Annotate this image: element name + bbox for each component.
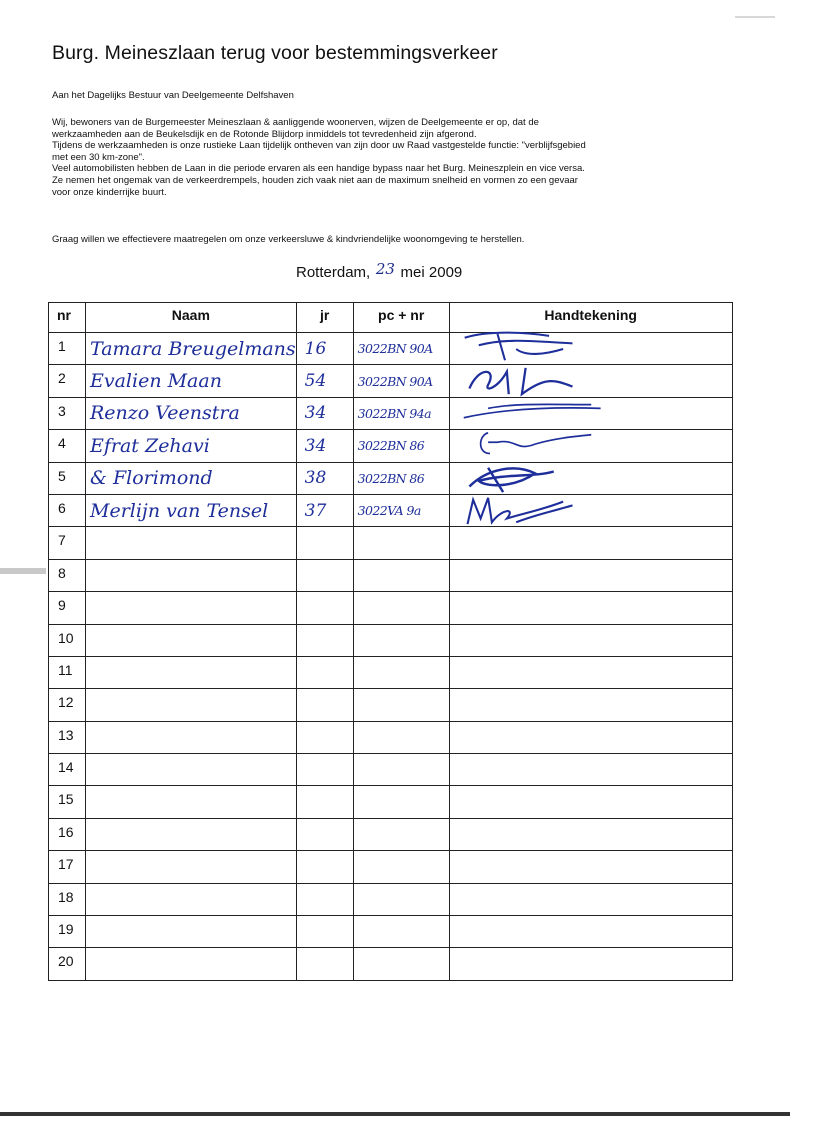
- row-name: [86, 559, 297, 591]
- table-row: [49, 559, 733, 591]
- row-postcode: [353, 559, 449, 591]
- table-row: [49, 656, 733, 688]
- row-signature: [449, 624, 732, 656]
- row-postcode: [353, 592, 449, 624]
- table-row: [49, 786, 733, 818]
- header-naam: Naam: [86, 303, 297, 333]
- row-number: 4: [49, 430, 86, 462]
- row-postcode: [353, 883, 449, 915]
- table-row: [49, 916, 733, 948]
- body-line: Veel automobilisten hebben de Laan in die periode ervaren als een handige bypass naar het Burg. Meineszplein en vice versa.: [52, 163, 585, 175]
- row-name: [86, 754, 297, 786]
- row-name: [86, 948, 297, 980]
- date-month-year: mei 2009: [400, 264, 463, 281]
- page-edge: [0, 1112, 790, 1116]
- table-row: [49, 754, 733, 786]
- row-number: 11: [49, 656, 86, 688]
- row-signature: [449, 883, 732, 915]
- table-row: [49, 818, 733, 850]
- row-postcode: [353, 689, 449, 721]
- row-number: 9: [49, 592, 86, 624]
- row-postcode: 3022BN 86: [353, 430, 449, 462]
- row-age: [296, 592, 353, 624]
- table-row: [49, 851, 733, 883]
- body-line: met een 30 km-zone".: [52, 151, 145, 163]
- row-signature: [449, 818, 732, 850]
- date-line: [296, 260, 463, 281]
- row-age: [296, 656, 353, 688]
- table-row: [49, 689, 733, 721]
- row-signature: [449, 948, 732, 980]
- row-postcode: [353, 916, 449, 948]
- table-row: [49, 883, 733, 915]
- row-number: 1: [49, 333, 86, 365]
- header-nr: nr: [49, 303, 86, 333]
- row-postcode: 3022BN 90A: [353, 365, 449, 397]
- header-jr: jr: [296, 303, 353, 333]
- row-postcode: 3022BN 86: [353, 462, 449, 494]
- row-signature: [449, 592, 732, 624]
- table-row: [49, 592, 733, 624]
- row-number: 14: [49, 754, 86, 786]
- row-number: 15: [49, 786, 86, 818]
- table-row: [49, 624, 733, 656]
- row-postcode: [353, 527, 449, 559]
- row-postcode: [353, 721, 449, 753]
- row-age: [296, 883, 353, 915]
- row-age: 38: [296, 462, 353, 494]
- row-signature: [449, 689, 732, 721]
- row-name: Tamara Breugelmans: [86, 333, 297, 365]
- row-age: 54: [296, 365, 353, 397]
- row-name: [86, 721, 297, 753]
- row-name: [86, 592, 297, 624]
- row-signature: [449, 656, 732, 688]
- row-postcode: [353, 948, 449, 980]
- row-number: 16: [49, 818, 86, 850]
- closing-line: Graag willen we effectievere maatregelen om onze verkeersluwe & kindvriendelijke woonomgeving te herstellen.: [52, 234, 525, 245]
- header-pc: pc + nr: [353, 303, 449, 333]
- row-name: Merlijn van Tensel: [86, 494, 297, 526]
- row-number: 3: [49, 397, 86, 429]
- row-age: 34: [296, 430, 353, 462]
- row-signature: [449, 916, 732, 948]
- date-place: Rotterdam,: [296, 264, 371, 281]
- table-row: [49, 527, 733, 559]
- row-name: [86, 916, 297, 948]
- table-header-row: [49, 303, 733, 333]
- row-postcode: 3022VA 9a: [353, 494, 449, 526]
- row-signature: [449, 851, 732, 883]
- row-number: 6: [49, 494, 86, 526]
- row-signature: [449, 786, 732, 818]
- date-day-handwritten: 23: [375, 260, 395, 278]
- row-postcode: [353, 656, 449, 688]
- row-signature: [449, 559, 732, 591]
- recipient-line: Aan het Dagelijks Bestuur van Deelgemeente Delfshaven: [52, 90, 294, 101]
- row-postcode: [353, 818, 449, 850]
- row-number: 20: [49, 948, 86, 980]
- row-name: [86, 883, 297, 915]
- signature-table: [48, 302, 733, 981]
- row-name: Efrat Zehavi: [86, 430, 297, 462]
- scan-mark-top-right: [735, 16, 775, 18]
- row-number: 18: [49, 883, 86, 915]
- row-signature: [449, 494, 732, 526]
- petition-body: [52, 117, 672, 198]
- row-name: & Florimond: [86, 462, 297, 494]
- row-number: 17: [49, 851, 86, 883]
- table-row: [49, 462, 733, 494]
- table-row: [49, 365, 733, 397]
- body-line: Tijdens de werkzaamheden is onze rustieke Laan tijdelijk ontheven van zijn door uw Raad vastgestelde functie: "verblijfsgebied: [52, 140, 586, 152]
- table-row: [49, 430, 733, 462]
- row-age: [296, 721, 353, 753]
- row-age: [296, 624, 353, 656]
- row-signature: [449, 721, 732, 753]
- row-number: 19: [49, 916, 86, 948]
- row-number: 13: [49, 721, 86, 753]
- row-name: [86, 786, 297, 818]
- row-age: [296, 818, 353, 850]
- row-age: [296, 754, 353, 786]
- row-age: [296, 559, 353, 591]
- row-name: [86, 527, 297, 559]
- row-number: 2: [49, 365, 86, 397]
- row-signature: [449, 754, 732, 786]
- row-number: 10: [49, 624, 86, 656]
- row-number: 7: [49, 527, 86, 559]
- row-age: 16: [296, 333, 353, 365]
- table-row: [49, 494, 733, 526]
- row-name: [86, 656, 297, 688]
- row-postcode: [353, 851, 449, 883]
- body-line: Ze nemen het ongemak van de verkeerdrempels, houden zich vaak niet aan de maximum snelheid en vormen zo een gevaar: [52, 174, 578, 186]
- table-row: [49, 397, 733, 429]
- row-age: [296, 527, 353, 559]
- row-name: Evalien Maan: [86, 365, 297, 397]
- body-line: werkzaamheden aan de Beukelsdijk en de Rotonde Blijdorp inmiddels tot tevredenheid zijn afgerond.: [52, 128, 477, 140]
- row-signature: [449, 527, 732, 559]
- row-age: [296, 786, 353, 818]
- body-line: voor onze kinderrijke buurt.: [52, 186, 167, 198]
- scan-mark-left: [0, 568, 46, 574]
- row-name: [86, 689, 297, 721]
- table-row: [49, 333, 733, 365]
- row-name: Renzo Veenstra: [86, 397, 297, 429]
- row-name: [86, 624, 297, 656]
- row-number: 12: [49, 689, 86, 721]
- row-age: 34: [296, 397, 353, 429]
- page-title: Burg. Meineszlaan terug voor bestemmingsverkeer: [52, 42, 498, 64]
- row-number: 8: [49, 559, 86, 591]
- row-postcode: [353, 786, 449, 818]
- row-postcode: [353, 754, 449, 786]
- row-age: [296, 916, 353, 948]
- row-postcode: [353, 624, 449, 656]
- row-name: [86, 851, 297, 883]
- row-postcode: 3022BN 94a: [353, 397, 449, 429]
- row-number: 5: [49, 462, 86, 494]
- row-age: [296, 851, 353, 883]
- row-postcode: 3022BN 90A: [353, 333, 449, 365]
- row-age: 37: [296, 494, 353, 526]
- row-name: [86, 818, 297, 850]
- body-line: Wij, bewoners van de Burgemeester Meineszlaan & aanliggende woonerven, wijzen de Deelgemeente er op, dat de: [52, 117, 539, 128]
- table-row: [49, 721, 733, 753]
- header-handtekening: Handtekening: [449, 303, 732, 333]
- table-row: [49, 948, 733, 980]
- row-age: [296, 948, 353, 980]
- row-age: [296, 689, 353, 721]
